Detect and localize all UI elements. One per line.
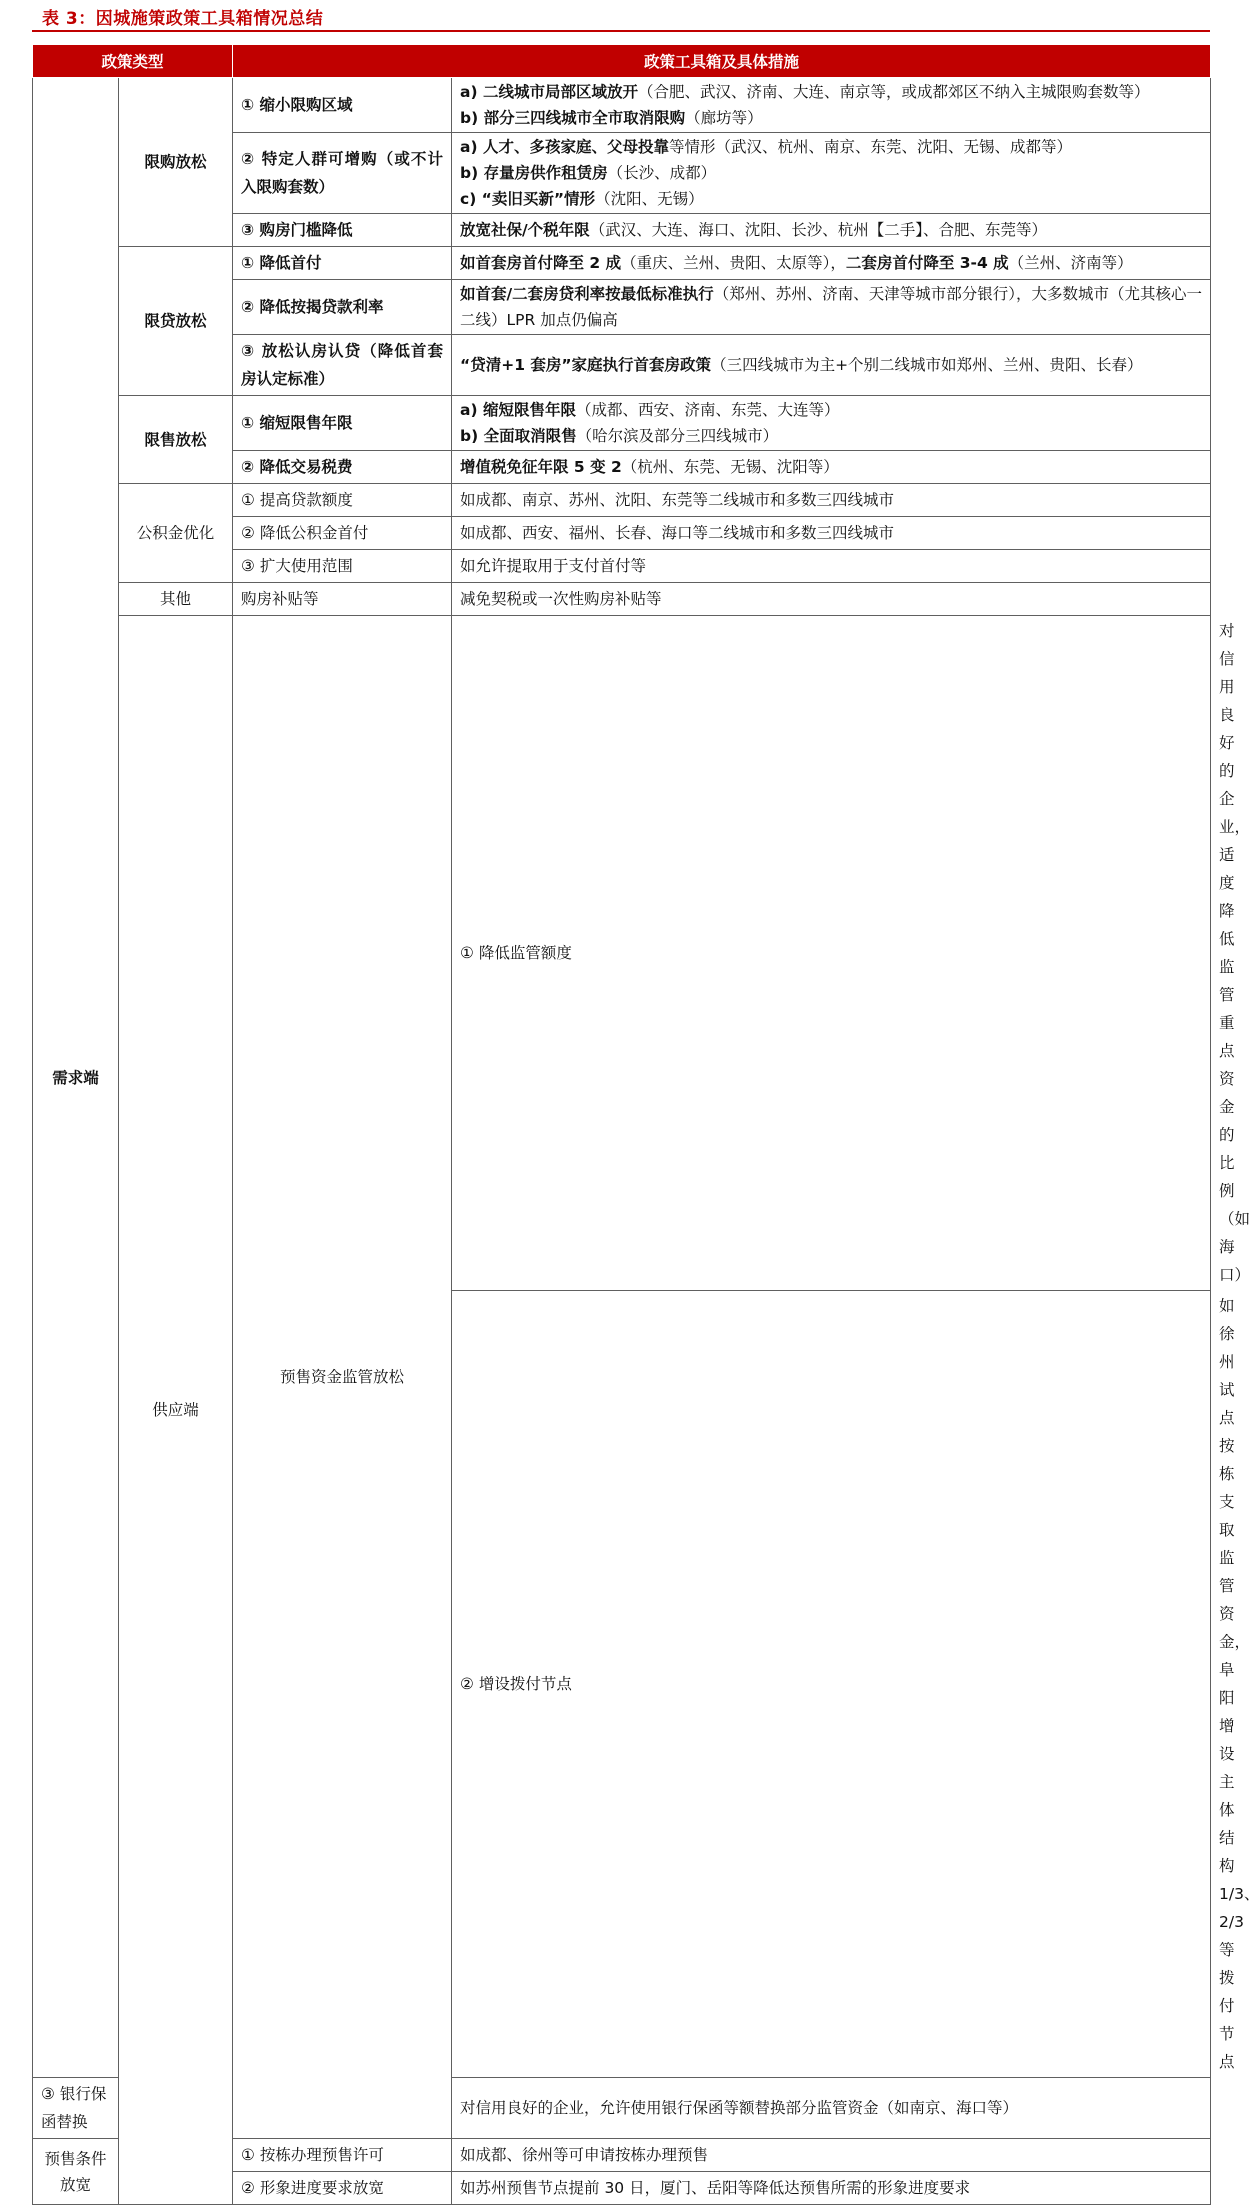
table-row	[33, 247, 1211, 280]
measure-bank-guarantee: 对信用良好的企业，允许使用银行保函等额替换部分监管资金（如南京、海口等）	[452, 2078, 1211, 2139]
tool-raise-loan-amount: ① 提高贷款额度	[233, 484, 452, 517]
measure-bold-text: 如首套房首付降至 2 成	[460, 254, 622, 272]
measure-raise-loan-amount: 如成都、南京、苏州、沈阳、东莞等二线城市和多数三四线城市	[452, 484, 1211, 517]
measure-text: （长沙、成都）	[607, 164, 717, 182]
table-row: ② 增设拨付节点 如徐州试点按栋支取监管资金，阜阳增设主体结构 1/3、2/3 等拨付节点	[33, 1291, 1211, 2078]
table-header-row	[33, 45, 1211, 78]
measure-bold-text: 二套房首付降至 3-4 成	[845, 254, 1009, 272]
measure-bold-text: b) 存量房供作租赁房	[460, 164, 608, 182]
measure-text: （三四线城市为主+个别二线城市如郑州、兰州、贵阳、长春）	[711, 356, 1143, 374]
measure-expand-usage: 如允许提取用于支付首付等	[452, 550, 1211, 583]
measure-bold-text: a) 二线城市局部区域放开	[460, 83, 638, 101]
measure-lower-fund-down-payment: 如成都、西安、福州、长春、海口等二线城市和多数三四线城市	[452, 517, 1211, 550]
table-row	[33, 484, 1211, 517]
tool-lower-mortgage-rate: ② 降低按揭贷款利率	[233, 280, 452, 335]
measure-text: （郑州、苏州、济南、天津等城市部分银行），大多数城市（尤其核心一二线）LPR 加点仍偏高	[460, 285, 1202, 329]
tool-lower-transaction-tax: ② 降低交易税费	[233, 451, 452, 484]
measure-text: （兰州、济南等）	[1008, 254, 1133, 272]
measure-relax-progress-requirement: 如苏州预售节点提前 30 日，厦门、岳阳等降低达预售所需的形象进度要求	[452, 2172, 1211, 2205]
subcategory-presale-fund: 预售资金监管放松	[233, 616, 452, 2139]
measure-text: （杭州、东莞、无锡、沈阳等）	[621, 458, 839, 476]
measure-bold-text: 增值税免征年限 5 变 2	[460, 458, 622, 476]
measure-text: 等情形（武汉、杭州、南京、东莞、沈阳、无锡、成都等）	[668, 138, 1072, 156]
subcategory-other: 其他	[119, 583, 233, 616]
measure-text: （重庆、兰州、贵阳、太原等），	[621, 254, 846, 272]
subcategory-loan-relax: 限贷放松	[119, 247, 233, 396]
subcategory-purchase-relax: 限购放松	[119, 78, 233, 247]
category-demand: 需求端	[33, 78, 119, 2078]
measure-bold-text: b) 部分三四线城市全市取消限购	[460, 109, 686, 127]
table-row	[33, 583, 1211, 616]
measure-bold-text: b) 全面取消限售	[460, 427, 577, 445]
measure-text: （哈尔滨及部分三四线城市）	[576, 427, 779, 445]
subcategory-presale-condition: 预售条件放宽	[33, 2139, 119, 2205]
measure-lower-transaction-tax	[452, 451, 1211, 484]
measure-bold-text: “贷清+1 套房”家庭执行首套房政策	[460, 356, 712, 374]
tool-bank-guarantee: ③ 银行保函替换	[33, 2078, 119, 2139]
measure-shrink-purchase-area	[452, 78, 1211, 133]
tool-shrink-purchase-area: ① 缩小限购区域	[233, 78, 452, 133]
measure-lower-mortgage-rate	[452, 280, 1211, 335]
measure-special-groups	[452, 133, 1211, 214]
tool-relax-progress-requirement: ② 形象进度要求放宽	[233, 2172, 452, 2205]
measure-text: （武汉、大连、海口、沈阳、长沙、杭州【二手】、合肥、东莞等）	[589, 221, 1047, 239]
measure-bold-text: 如首套/二套房贷利率按最低标准执行	[460, 285, 714, 303]
tool-lower-fund-down-payment: ② 降低公积金首付	[233, 517, 452, 550]
subcategory-sale-relax: 限售放松	[119, 396, 233, 484]
header-policy-type: 政策类型	[33, 45, 233, 78]
header-policy-tools: 政策工具箱及具体措施	[233, 45, 1211, 78]
policy-toolbox-table	[32, 45, 1259, 2205]
tool-presale-by-building: ① 按栋办理预售许可	[233, 2139, 452, 2172]
tool-expand-usage: ③ 扩大使用范围	[233, 550, 452, 583]
measure-text: （沈阳、无锡）	[595, 190, 704, 208]
measure-text: （合肥、武汉、济南、大连、南京等，或成都郊区不纳入主城限购套数等）	[637, 83, 1150, 101]
measure-bold-text: 放宽社保/个税年限	[460, 221, 590, 239]
measure-bold-text: a) 缩短限售年限	[460, 401, 576, 419]
tool-shorten-sale-limit: ① 缩短限售年限	[233, 396, 452, 451]
tool-lower-supervision-amount: ① 降低监管额度	[452, 616, 1211, 1291]
category-supply: 供应端	[119, 616, 233, 2205]
measure-lower-threshold	[452, 214, 1211, 247]
tool-lower-threshold: ③ 购房门槛降低	[233, 214, 452, 247]
measure-bold-text: c) “卖旧买新”情形	[460, 190, 596, 208]
table-row: 供应端 预售资金监管放松 ① 降低监管额度 对信用良好的企业，适度降低监管重点资金的比例（如海口）	[33, 616, 1211, 1291]
tool-purchase-subsidy: 购房补贴等	[233, 583, 452, 616]
tool-lower-down-payment: ① 降低首付	[233, 247, 452, 280]
measure-presale-by-building: 如成都、徐州等可申请按栋办理预售	[452, 2139, 1211, 2172]
measure-relax-first-home-criteria	[452, 335, 1211, 396]
measure-text: （成都、西安、济南、东莞、大连等）	[575, 401, 840, 419]
table-title: 表 3：因城施策政策工具箱情况总结	[42, 9, 324, 29]
tool-add-payment-nodes: ② 增设拨付节点	[452, 1291, 1211, 2078]
tool-special-groups: ② 特定人群可增购（或不计入限购套数）	[233, 133, 452, 214]
measure-shorten-sale-limit	[452, 396, 1211, 451]
measure-lower-down-payment	[452, 247, 1211, 280]
measure-text: （廊坊等）	[685, 109, 763, 127]
measure-bold-text: a) 人才、多孩家庭、父母投靠	[460, 138, 669, 156]
subcategory-housing-fund: 公积金优化	[119, 484, 233, 583]
title-divider	[32, 30, 1210, 32]
table-row	[33, 78, 1211, 133]
measure-purchase-subsidy: 减免契税或一次性购房补贴等	[452, 583, 1211, 616]
tool-relax-first-home-criteria: ③ 放松认房认贷（降低首套房认定标准）	[233, 335, 452, 396]
table-row	[33, 396, 1211, 451]
